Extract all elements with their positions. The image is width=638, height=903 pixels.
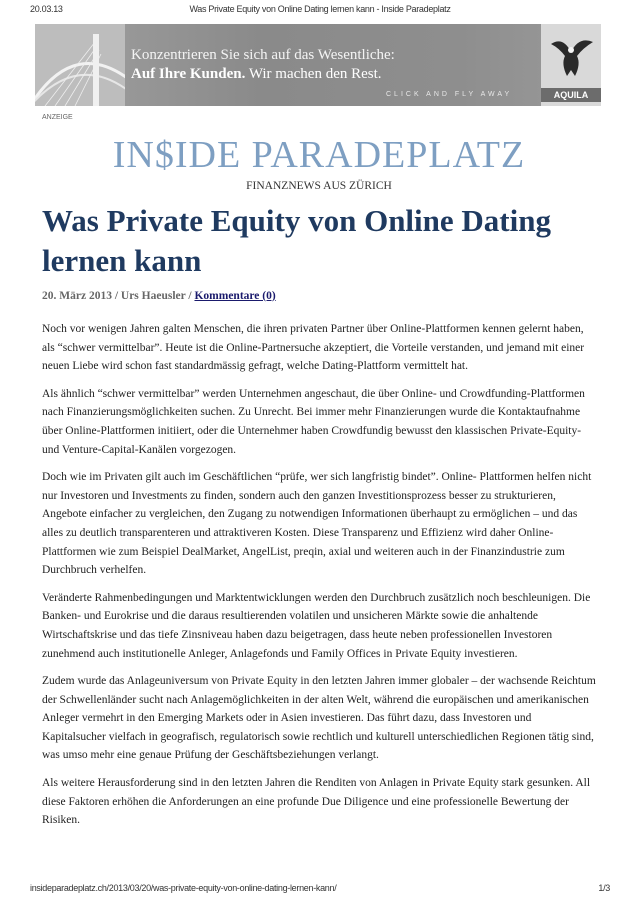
ad-label: ANZEIGE: [42, 114, 73, 121]
ad-headline-line2: [131, 66, 382, 83]
article-paragraph: Als weitere Herausforderung sind in den letzten Jahren die Renditen von Anlagen in Private Equity stark gesunken. All diese Faktoren erhöhen die Anforderungen an eine profunde Due Diligence und eine professionelle Bewertung der Risiken.: [42, 777, 591, 827]
article-headline: Was Private Equity von Online Dating lernen kann: [42, 203, 551, 278]
ad-headline-rest: Wir machen den Rest.: [248, 66, 382, 82]
article-paragraph: Als ähnlich “schwer vermittelbar” werden Unternehmen angeschaut, die über Online- und Crowdfunding-Plattformen nach Finanzierungsmöglichkeiten suchen. Zu Unrecht. Bei immer mehr Finanzierungen wurde die Kontaktaufnahme über Online-Plattformen initiiert, oder die Unternehmer haben Crowdfundig bewusst den klassischen Private-Equity- und Venture-Capital-Kanälen vorgezogen.: [42, 387, 585, 456]
site-masthead[interactable]: IN$IDE PARADEPLATZ: [112, 134, 526, 176]
article-paragraph: Veränderte Rahmenbedingungen und Marktentwicklungen werden den Durchbruch zusätzlich noch beschleunigen. Die Banken- und Eurokrise und die daraus resultierenden volatilen und unsicheren Märkte sowie die anhaltende Wirtschaftskrise und das tiefe Zinsniveau haben dazu beigetragen, dass heute neben professionellen Investoren zunehmend auch institutionelle Anleger, Anlagefonds und Family Offices in Private Equity investieren.: [42, 591, 591, 660]
byline-text: 20. März 2013 / Urs Haeusler /: [42, 290, 195, 302]
site-subtitle: FINANZNEWS AUS ZÜRICH: [246, 180, 392, 192]
comments-link[interactable]: Kommentare (0): [194, 290, 276, 302]
ad-headline-bold: Auf Ihre Kunden.: [131, 66, 246, 82]
article-byline: [42, 290, 276, 302]
article-paragraph: Zudem wurde das Anlageuniversum von Private Equity in den letzten Jahren immer globaler – der wachsende Reichtum der Schwellenländer sucht nach Anlagemöglichkeiten in der alten Welt, während die europäischen und amerikanischen Anleger vermehrt in den Emerging Markets oder in Asien investieren. Das führt dazu, dass Investoren und Kapitalsucher vielfach in geografisch, regulatorisch sowie rechtlich und kulturell unterschiedlichen Regionen tätig sind, was umso mehr eine genaue Prüfung der Geschäftsbeziehungen verlangt.: [42, 675, 596, 762]
ad-logo: [541, 24, 601, 106]
print-page-title: Was Private Equity von Online Dating lernen kann - Inside Paradeplatz: [189, 4, 451, 14]
bridge-image: [35, 24, 125, 106]
ad-tagline: CLICK AND FLY AWAY: [386, 91, 513, 98]
page-url: insideparadeplatz.ch/2013/03/20/was-private-equity-von-online-dating-lernen-kann/: [30, 883, 337, 893]
article-paragraph: Doch wie im Privaten gilt auch im Geschäftlichen “prüfe, wer sich langfristig bindet”. Online- Plattformen helfen nicht nur Investoren und Investments zu finden, sondern auch den ganzen Investitionsprozess besser zu strukturieren, Angebote einfacher zu vergleichen, den Zugang zu notwendigen Informationen überhaupt zu ermöglichen – und das alles zu deutlich transparenteren und attraktiveren Kosten. Diese Transparenz und Effizienz wird daher Online-Plattformen wie zum Beispiel DealMarket, AngelList, preqin, axial und weiteren auch in der Finanzindustrie zum Durchbruch verhelfen.: [42, 471, 592, 577]
ad-banner[interactable]: [35, 24, 601, 106]
article-paragraph: Noch vor wenigen Jahren galten Menschen, die ihren privaten Partner über Online-Plattformen kennen gelernt haben, als “schwer vermittelbar”. Heute ist die Online-Partnersuche akzeptiert, die Vorteile verstanden, und jemand mit einer neuen Liebe wird schon fast standardmässig gefragt, welche Dating-Plattform vermittelt hat.: [42, 323, 585, 373]
eagle-icon: [547, 30, 595, 82]
article-body: [42, 320, 598, 839]
page-number: 1/3: [598, 883, 610, 893]
ad-brand: AQUILA: [541, 88, 601, 102]
ad-headline-line1: Konzentrieren Sie sich auf das Wesentliche:: [131, 47, 395, 63]
print-date: 20.03.13: [30, 4, 63, 14]
print-footer: [30, 883, 610, 893]
